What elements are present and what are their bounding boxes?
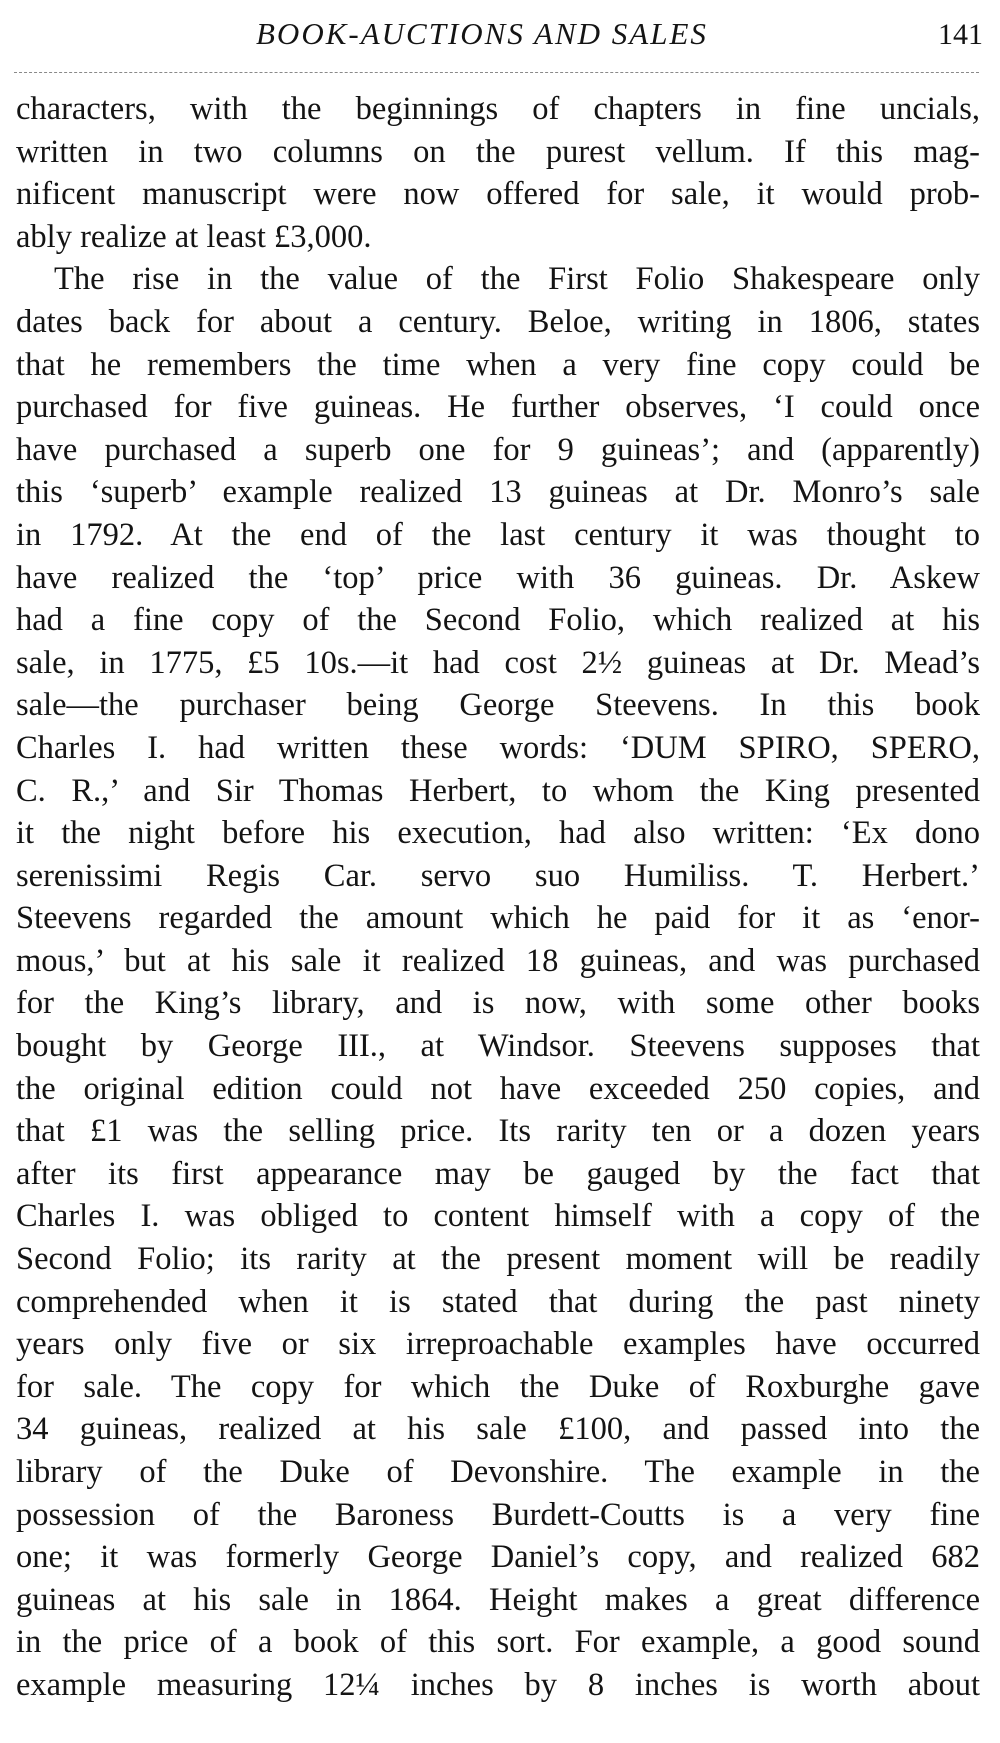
- text-line: years only five or six irreproachable examples have occurred: [16, 1326, 980, 1363]
- text-line: that he remembers the time when a very fine copy could be: [16, 346, 980, 383]
- paragraph-start-line: The rise in the value of the First Folio Shakespeare only: [54, 261, 980, 298]
- text-line: dates back for about a century. Beloe, writing in 1806, states: [16, 303, 980, 340]
- text-line: Steevens regarded the amount which he paid for it as ‘enor-: [16, 900, 980, 937]
- text-line: in 1792. At the end of the last century it was thought to: [16, 516, 980, 553]
- text-line: guineas at his sale in 1864. Height makes a great difference: [16, 1581, 980, 1618]
- text-line: Charles I. was obliged to content himself with a copy of the: [16, 1198, 980, 1235]
- text-line: that £1 was the selling price. Its rarity ten or a dozen years: [16, 1113, 980, 1150]
- body-text: [16, 88, 980, 1707]
- text-line: sale, in 1775, £5 10s.—it had cost 2½ guineas at Dr. Mead’s: [16, 644, 980, 681]
- text-line: nificent manuscript were now offered for sale, it would prob-: [16, 176, 980, 213]
- text-line: Second Folio; its rarity at the present moment will be readily: [16, 1241, 980, 1278]
- text-line: example measuring 12¼ inches by 8 inches is worth about: [16, 1666, 980, 1703]
- text-line: serenissimi Regis Car. servo suo Humiliss. T. Herbert.’: [16, 857, 980, 894]
- text-line: characters, with the beginnings of chapters in fine uncials,: [16, 91, 980, 127]
- text-line: this ‘superb’ example realized 13 guineas at Dr. Monro’s sale: [16, 474, 980, 511]
- text-line: comprehended when it is stated that during the past ninety: [16, 1283, 980, 1320]
- text-line: have purchased a superb one for 9 guineas’; and (apparently): [16, 431, 980, 468]
- header-rule: [14, 72, 979, 73]
- text-line: Charles I. had written these words: ‘DUM SPIRO, SPERO,: [16, 729, 980, 766]
- running-head: [0, 12, 1000, 62]
- text-line: possession of the Baroness Burdett-Coutts is a very fine: [16, 1496, 980, 1533]
- text-line: for sale. The copy for which the Duke of Roxburghe gave: [16, 1368, 980, 1405]
- text-line: ably realize at least £3,000.: [16, 218, 372, 255]
- text-line: have realized the ‘top’ price with 36 guineas. Dr. Askew: [16, 559, 980, 596]
- text-line: sale—the purchaser being George Steevens. In this book: [16, 687, 980, 724]
- text-line: written in two columns on the purest vellum. If this mag-: [16, 133, 980, 170]
- text-line: after its first appearance may be gauged by the fact that: [16, 1155, 980, 1192]
- text-line: purchased for five guineas. He further observes, ‘I could once: [16, 389, 980, 426]
- text-line: library of the Duke of Devonshire. The example in the: [16, 1454, 980, 1490]
- text-line: 34 guineas, realized at his sale £100, and passed into the: [16, 1411, 980, 1448]
- text-line: bought by George III., at Windsor. Steevens supposes that: [16, 1028, 980, 1065]
- running-title: BOOK-AUCTIONS AND SALES: [256, 16, 708, 51]
- text-line: for the King’s library, and is now, with some other books: [16, 985, 980, 1022]
- page-number: 141: [938, 18, 983, 51]
- text-line: it the night before his execution, had also written: ‘Ex dono: [16, 815, 980, 852]
- text-line: one; it was formerly George Daniel’s copy, and realized 682: [16, 1539, 980, 1576]
- text-line: had a fine copy of the Second Folio, which realized at his: [16, 602, 980, 639]
- text-line: in the price of a book of this sort. For example, a good sound: [16, 1624, 980, 1661]
- text-line: C. R.,’ and Sir Thomas Herbert, to whom the King presented: [16, 772, 980, 809]
- text-line: the original edition could not have exceeded 250 copies, and: [16, 1070, 980, 1107]
- text-line: mous,’ but at his sale it realized 18 guineas, and was purchased: [16, 942, 980, 979]
